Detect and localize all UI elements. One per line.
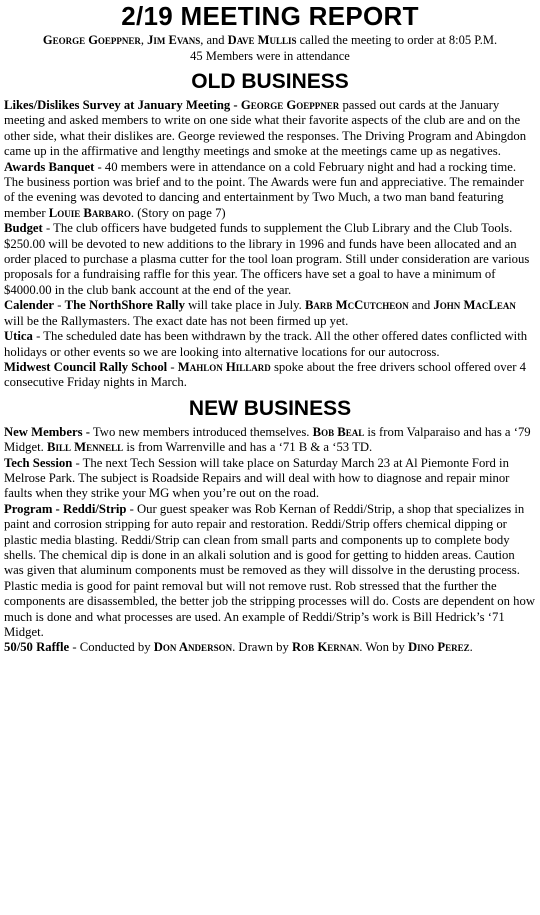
intro-paragraph [4,32,536,64]
member-name: Bob Beal [312,424,365,439]
item-text: passed out cards at the January meeting and asked members to write on one side what their favorite aspects of the club are and on the other side, what their dislikes are. George reviewed the responses. The Driving Program and Abingdon came up in the affirmative and lengthy meetings and smoke at the meetings came up as negatives. [4,98,527,159]
page-title: 2/19 MEETING REPORT [121,1,419,31]
item-text: is from Valparaiso and has a ‘79 Midget. [4,424,531,455]
new-members-item [4,425,536,456]
rally-school-item [4,360,536,391]
item-label: Tech Session [4,455,73,470]
officer-name: Jim Evans [147,33,201,47]
item-text: . [469,640,473,655]
member-name: Mahlon Hillard [177,359,271,374]
awards-item [4,160,536,222]
item-label: Program - Reddi/Strip [4,501,127,516]
item-text: . (Story on page 7) [130,205,226,220]
tech-session-item [4,456,536,502]
item-text: and [411,298,431,313]
event-name: The NorthShore Rally [64,298,185,313]
program-item [4,502,536,641]
item-text: - [170,359,175,374]
member-name: Rob Kernan [291,640,360,655]
member-name: Bill Mennell [47,440,124,455]
member-name: Barb McCutcheon [304,298,409,313]
item-label: Calender [4,298,55,313]
intro-line [4,32,536,48]
item-text: will take place in July. [188,298,302,313]
utica-item [4,329,536,360]
item-label: 50/50 Raffle [4,640,70,655]
calender-item [4,298,536,329]
item-label: Budget [4,221,43,236]
item-text: is from Warrenville and has a ‘71 B & a ‘53 TD. [126,440,373,455]
intro-text: called the meeting to order at 8:05 P.M. [299,33,498,47]
old-business-heading: OLD BUSINESS [191,70,349,93]
item-text: - The next Tech Session will take place on Saturday March 23 at Al Piemonte Ford in Melrose Park. The subject is Roadside Repairs and will deal with how to diagnose and repair minor faults when they strike your MG when you’re out on the road. [4,455,510,501]
item-text: - Conducted by [72,640,151,655]
item-text: - 40 members were in attendance on a cold February night and had a rocking time. The business portion was brief and to the point. The Awards were fun and appreciative. The remainder of the evening was devoted to dancing and entertainment by Two Much, a two man band featuring member [4,159,524,220]
member-name: Dino Perez [408,640,470,655]
officer-name: George Goeppner [42,33,141,47]
item-text: - [57,298,62,313]
item-text: - Our guest speaker was Rob Kernan of Reddi/Strip, a shop that specializes in paint and corrosion stripping for auto repair and restoration. Reddi/Strip offers chemical dipping or plastic media blasting. Reddi/Strip can clean from small parts and components up to complete body shells. The chemical dip is done in an alkali solution and is good for getting to hidden areas. Caution was given that aluminum components must be removed as they will dissolve in the derusting process. Plastic media is good for paint removal but will not remove rust. Rob stressed that the further the components are disassembled, the better job the stripping processes will do. Costs are dependent on how much is done and what processes are used. An example of Reddi/Strip’s work is Bill Hedrick’s ‘71 Midget. [4,501,535,639]
member-name: Don Anderson [153,640,233,655]
survey-item [4,98,536,160]
item-label: Utica [4,329,33,344]
item-text: . Drawn by [232,640,289,655]
budget-item [4,221,536,298]
member-name: John MacLean [433,298,516,313]
member-name: George Goeppner [240,98,340,112]
item-label: New Members - [4,424,90,439]
item-label: Likes/Dislikes Survey at January Meeting - [4,98,238,112]
item-text: - The scheduled date has been withdrawn by the track. All the other offered dates conflicted with holidays or other events so we are looking into alternative locations for our autocross. [4,329,528,359]
raffle-item [4,640,536,655]
officer-name: Dave Mullis [227,33,297,47]
item-text: Two new members introduced themselves. [92,424,310,439]
item-text: spoke about the free drivers school offered over 4 consecutive Friday nights in March. [4,359,526,390]
member-name: Louie Barbaro [48,205,131,220]
new-business-heading: NEW BUSINESS [188,396,352,420]
item-text: - The club officers have budgeted funds to supplement the Club Library and the Club Tools. $250.00 will be devoted to new additions to the library in 1996 and funds have been allocated and an order placed to purchase a plasma cutter for the tool loan program. Still under consideration are various proposals for a fundraising raffle for this year. The officers have set a goal to have a minimum of $4000.00 in the club bank account at the end of the year. [4,221,530,297]
intro-text: , and [200,33,225,47]
intro-text: , [140,33,145,47]
attendance-line: 45 Members were in attendance [190,49,350,63]
item-label: Awards Banquet [4,159,95,174]
item-text: will be the Rallymasters. The exact date has not been firmed up yet. [4,313,349,328]
item-text: . Won by [359,640,405,655]
item-label: Midwest Council Rally School [4,359,168,374]
